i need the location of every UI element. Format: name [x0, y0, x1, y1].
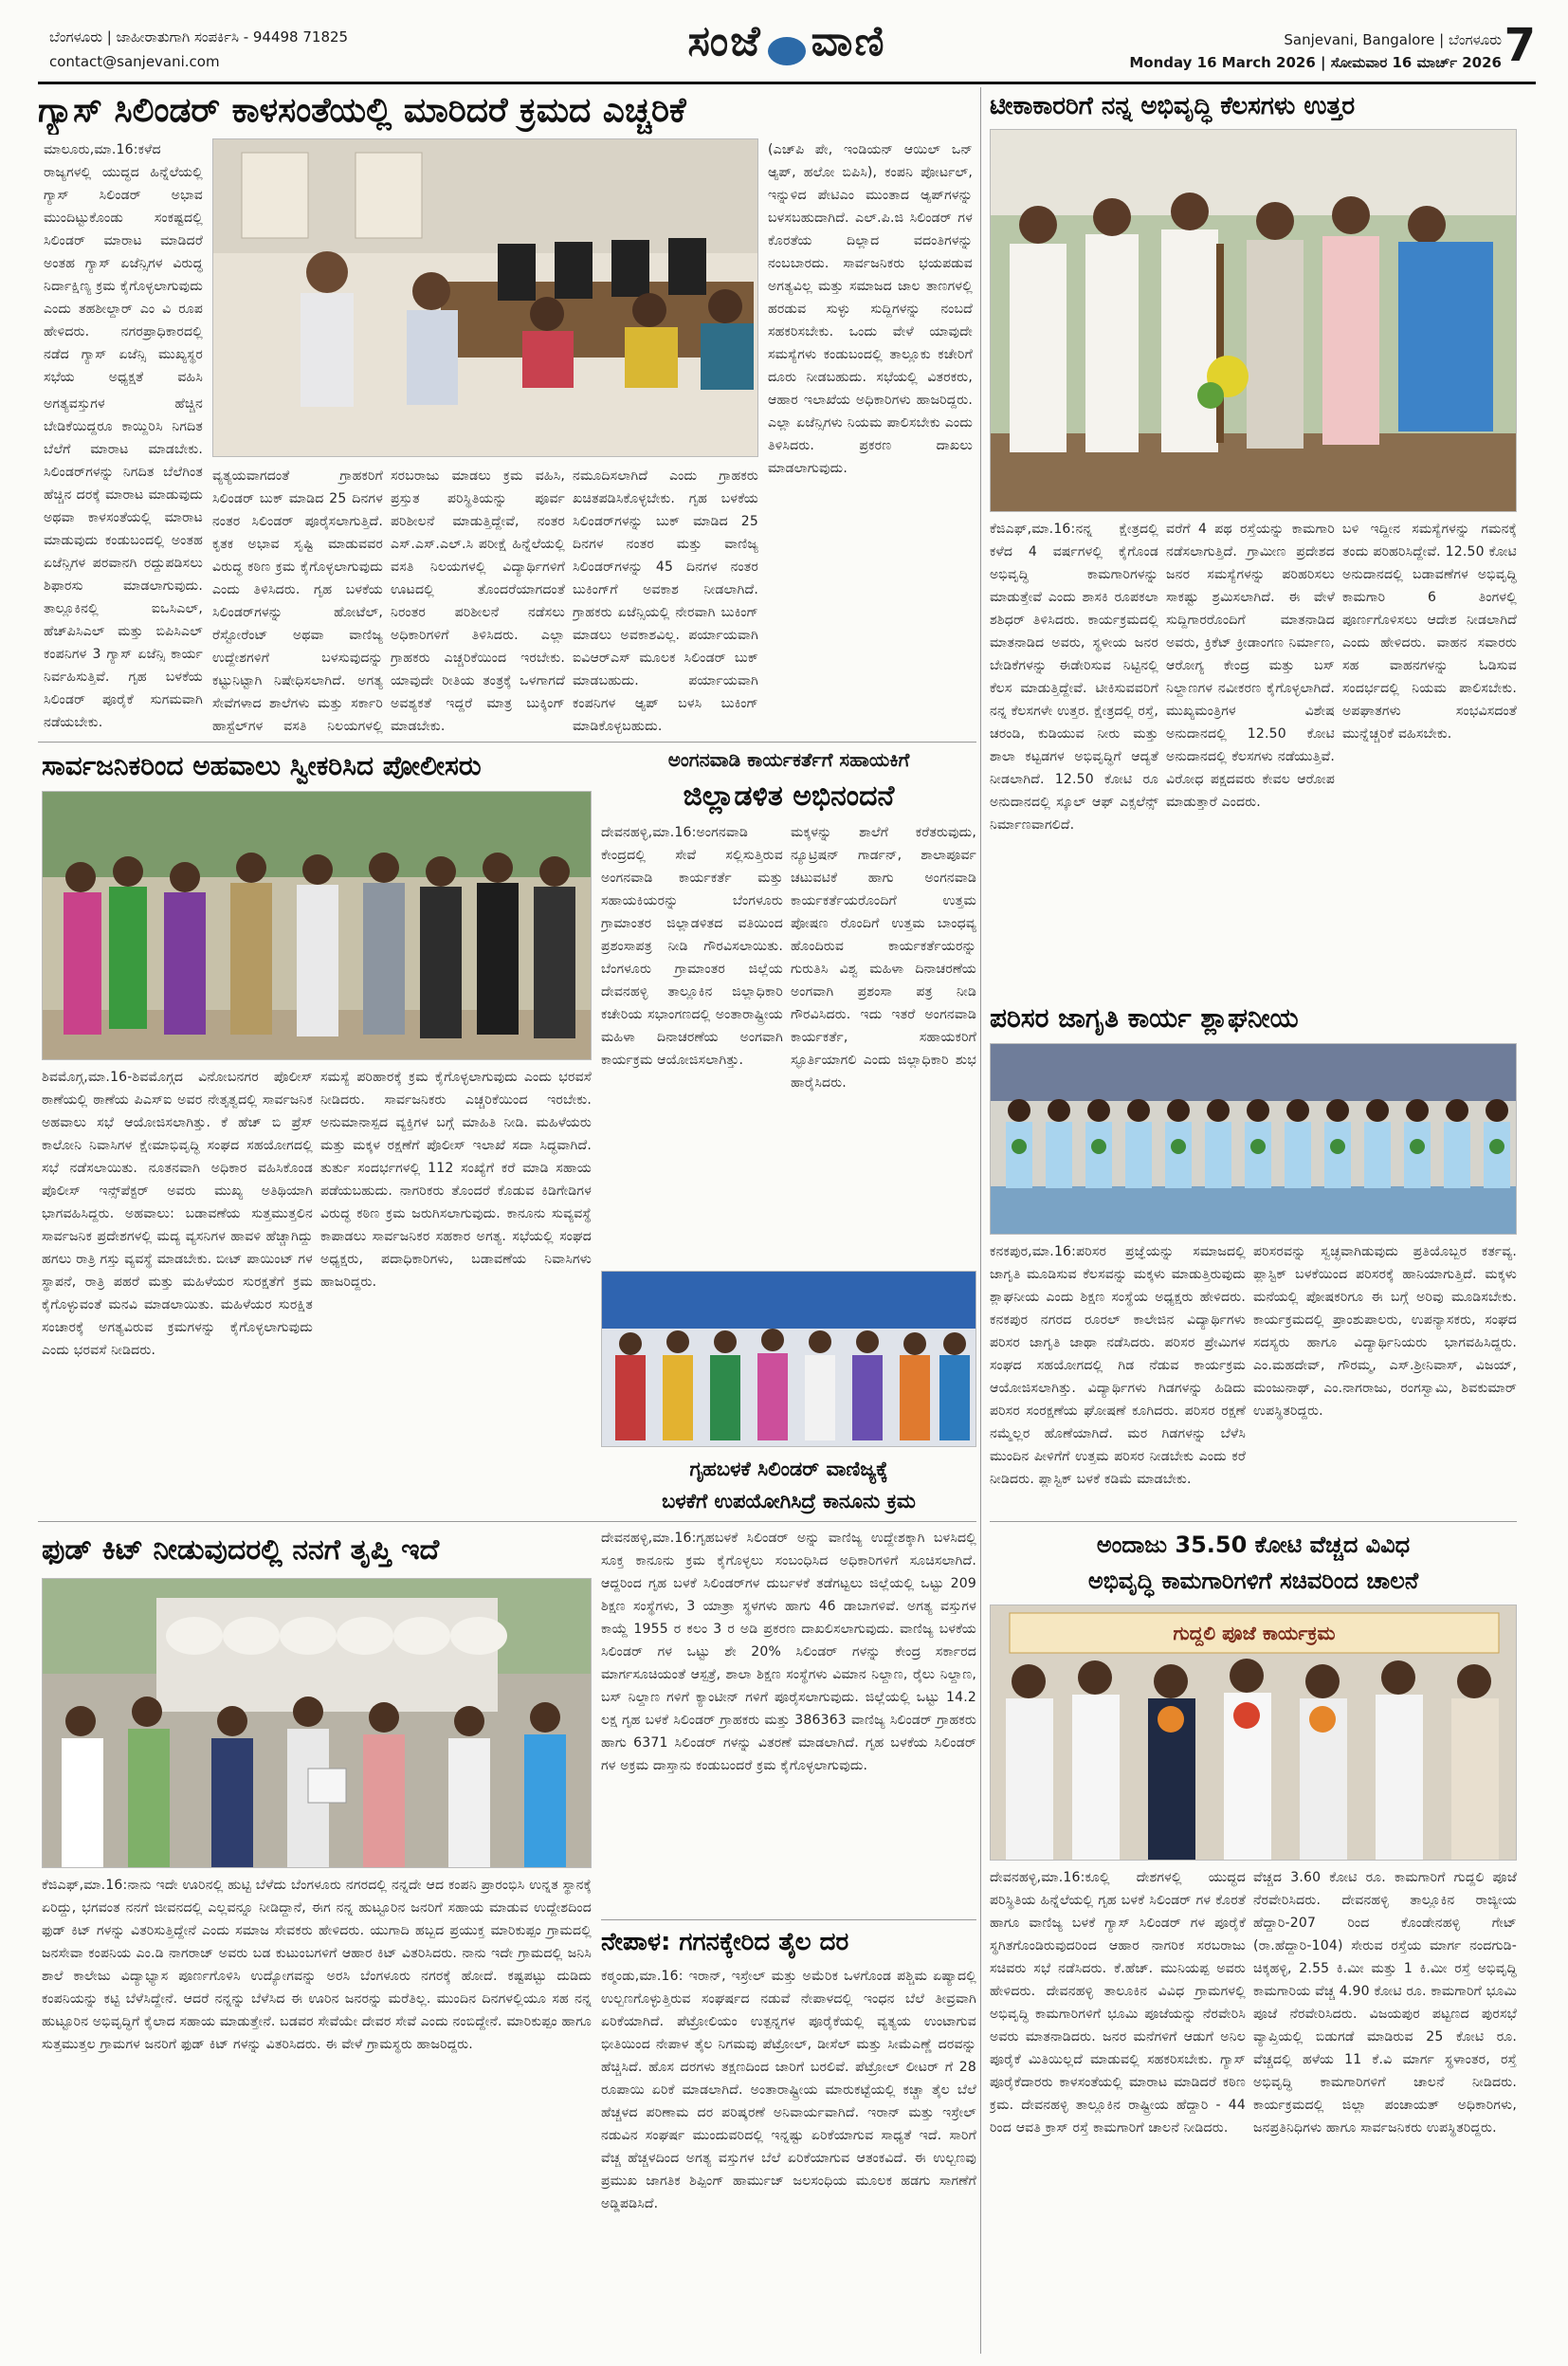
police-headline: ಸಾರ್ವಜನಿಕರಿಂದ ಅಹವಾಲು ಸ್ವೀಕರಿಸಿದ ಪೋಲೀಸರು	[42, 750, 482, 781]
newspaper-logo	[626, 17, 948, 80]
dove-icon	[768, 37, 806, 65]
food-kit-photo-illustration	[43, 1579, 592, 1868]
tika-headline: ಟೀಕಾಕಾರರಿಗೆ ನನ್ನ ಅಭಿವೃದ್ಧಿ ಕೆಲಸಗಳು ಉತ್ತರ	[990, 92, 1356, 120]
gas-col4: ನಮೂದಿಸಲಾಗಿದೆ ಎಂದು ಗ್ರಾಹಕರು ಖಚಿತಪಡಿಸಿಕೊಳ್ಳಬೇಕು. ಗೃಹ ಬಳಕೆಯ ಸಿಲಿಂಡರ್‌ಗಳನ್ನು ಬುಕ್ ಮಾಡಿದ 25 ದಿನಗಳ ನಂತರ ಮತ್ತು ವಾಣಿಜ್ಯ ಸಿಲಿಂಡರ್‌ಗಳನ್ನು 45 ದಿನಗಳ ನಂತರ ಬುಕಿಂಗ್‌ಗೆ ಅವಕಾಶ ನೀಡಲಾಗಿದೆ. ಗ್ರಾಹಕರು ಏಜೆನ್ಸಿಯಲ್ಲಿ ನೇರವಾಗಿ ಬುಕಿಂಗ್ ಮಾಡಲು ಅವಕಾಶವಿಲ್ಲ. ಪರ್ಯಾಯವಾಗಿ ಐವಿಆರ್‌ಎಸ್ ಮೂಲಕ ಸಿಲಿಂಡರ್ ಬುಕ್ ಮಾಡಬಹುದು. ಪರ್ಯಾಯವಾಗಿ ಕಂಪನಿಗಳ ಆ್ಯಪ್ ಬಳಸಿ ಬುಕಿಂಗ್ ಮಾಡಿಕೊಳ್ಳಬಹುದು.	[573, 468, 758, 734]
food-headline: ಫುಡ್ ಕಿಟ್ ನೀಡುವುದರಲ್ಲಿ ನನಗೆ ತೃಪ್ತಿ ಇದೆ	[42, 1533, 440, 1567]
meeting-photo-illustration	[213, 139, 758, 457]
food-body: ಕೆಜಿಎಫ್,ಮಾ.16:ನಾನು ಇದೇ ಊರಿನಲ್ಲಿ ಹುಟ್ಟಿ ಬೆಳೆದು ಬೆಂಗಳೂರು ನಗರದಲ್ಲಿ ನನ್ನದೇ ಆದ ಕಂಪನಿ ಪ್ರಾರಂಭಿಸಿ ಉನ್ನತ ಸ್ಥಾನಕ್ಕೆ ಏರಿದ್ದು, ಭಗವಂತ ನನಗೆ ಜೀವನದಲ್ಲಿ ಎಲ್ಲವನ್ನೂ ನೀಡಿದ್ದಾನೆ, ಈಗ ನನ್ನ ಹುಟ್ಟೂರಿನ ಜನರಿಗೆ ಸಹಾಯ ಮಾಡುವ ಉದ್ದೇಶದಿಂದ ಫುಡ್ ಕಿಟ್ ಗಳನ್ನು ವಿತರಿಸುತ್ತಿದ್ದೇನೆ ಎಂದು ಸಮಾಜ ಸೇವಕರು ಹೇಳಿದರು. ಯುಗಾದಿ ಹಬ್ಬದ ಪ್ರಯುಕ್ತ ಮಾರಿಕುಪ್ಪಂ ಗ್ರಾಮದಲ್ಲಿ ಜನಸೇವಾ ಕಂಪನಿಯ ಎಂ.ಡಿ ನಾಗರಾಜ್ ಅವರು ಬಡ ಕುಟುಂಬಗಳಿಗೆ ಆಹಾರ ಕಿಟ್ ವಿತರಿಸಿದರು. ನಾನು ಇದೇ ಗ್ರಾಮದಲ್ಲಿ ಜನಿಸಿ ಶಾಲೆ ಕಾಲೇಜು ವಿದ್ಯಾಭ್ಯಾಸ ಪೂರ್ಣಗೊಳಿಸಿ ಉದ್ಯೋಗವನ್ನು ಅರಸಿ ಬೆಂಗಳೂರು ನಗರಕ್ಕೆ ಹೋದೆ. ಕಷ್ಟಪಟ್ಟು ದುಡಿದು ಕಂಪನಿಯನ್ನು ಕಟ್ಟಿ ಬೆಳೆಸಿದ್ದೇನೆ. ಆದರೆ ನನ್ನನ್ನು ಬೆಳೆಸಿದ ಈ ಊರಿನ ಜನರನ್ನು ಮರೆತಿಲ್ಲ. ಮುಂದಿನ ದಿನಗಳಲ್ಲಿಯೂ ಸಹ ನನ್ನ ಹುಟ್ಟೂರಿನ ಅಭಿವೃದ್ಧಿಗೆ ಕೈಲಾದ ಸಹಾಯ ಮಾಡುತ್ತೇನೆ. ಬಡವರ ಸೇವೆಯೇ ದೇವರ ಸೇವೆ ಎಂದು ನಂಬಿದ್ದೇನೆ. ಮಾರಿಕುಪ್ಪಂ ಹಾಗೂ ಸುತ್ತಮುತ್ತಲ ಗ್ರಾಮಗಳ ಜನರಿಗೆ ಫುಡ್ ಕಿಟ್ ಗಳನ್ನು ವಿತರಿಸಿದರು. ಈ ವೇಳೆ ಗ್ರಾಮಸ್ಥರು ಹಾಜರಿದ್ದರು.	[42, 1878, 592, 2052]
anganwadi-col2: ಮಕ್ಕಳನ್ನು ಶಾಲೆಗೆ ಕರೆತರುವುದು, ನ್ಯೂಟ್ರಿಷನ್ ಗಾರ್ಡನ್, ಶಾಲಾಪೂರ್ವ ಚಟುವಟಿಕೆ ಹಾಗು ಅಂಗನವಾಡಿ ಕಾರ್ಯಕರ್ತೆಯರೊಂದಿಗೆ ಉತ್ತಮ ಪೋಷಣ ರೊಂದಿಗೆ ಉತ್ತಮ ಬಾಂಧವ್ಯ ಹೊಂದಿರುವ ಕಾರ್ಯಕರ್ತೆಯರನ್ನು ಗುರುತಿಸಿ ವಿಶ್ವ ಮಹಿಳಾ ದಿನಾಚರಣೆಯ ಅಂಗವಾಗಿ ಪ್ರಶಂಸಾ ಪತ್ರ ನೀಡಿ ಗೌರವಿಸಿದರು. ಇದು ಇತರೆ ಅಂಗನವಾಡಿ ಕಾರ್ಯಕರ್ತೆ, ಸಹಾಯಕರಿಗೆ ಸ್ಫೂರ್ತಿಯಾಗಲಿ ಎಂದು ಜಿಲ್ಲಾಧಿಕಾರಿ ಶುಭ ಹಾರೈಸಿದರು.	[791, 825, 976, 1091]
gruha-body: ದೇವನಹಳ್ಳಿ,ಮಾ.16:ಗೃಹಬಳಕೆ ಸಿಲಿಂಡರ್ ಅನ್ನು ವಾಣಿಜ್ಯ ಉದ್ದೇಶಕ್ಕಾಗಿ ಬಳಸಿದಲ್ಲಿ ಸೂಕ್ತ ಕಾನೂನು ಕ್ರಮ ಕೈಗೊಳ್ಳಲು ಸಂಬಂಧಿಸಿದ ಅಧಿಕಾರಿಗಳಿಗೆ ಸೂಚಿಸಲಾಗಿದೆ. ಆದ್ದರಿಂದ ಗೃಹ ಬಳಕೆ ಸಿಲಿಂಡರ್‌ಗಳ ದುರ್ಬಳಕೆ ತಡೆಗಟ್ಟಲು ಜಿಲ್ಲೆಯಲ್ಲಿ ಒಟ್ಟು 209 ಶಿಕ್ಷಣ ಸಂಸ್ಥೆಗಳು, 3 ಯಾತ್ರಾ ಸ್ಥಳಗಳು ಹಾಗು 46 ಡಾಬಾಗಳಿವೆ. ಅಗತ್ಯ ವಸ್ತುಗಳ ಕಾಯ್ದೆ 1955 ರ ಕಲಂ 3 ರ ಅಡಿ ಪ್ರಕರಣ ದಾಖಲಿಸಲಾಗುವುದು. ವಾಣಿಜ್ಯ ಬಳಕೆಯ ಸಿಲಿಂಡರ್ ಗಳ ಒಟ್ಟು ಶೇ 20% ಸಿಲಿಂಡರ್ ಗಳನ್ನು ಕೇಂದ್ರ ಸರ್ಕಾರದ ಮಾರ್ಗಸೂಚಿಯಂತೆ ಆಸ್ಪತ್ರೆ, ಶಾಲಾ ಶಿಕ್ಷಣ ಸಂಸ್ಥೆಗಳು ವಿಮಾನ ನಿಲ್ದಾಣ, ರೈಲು ನಿಲ್ದಾಣ, ಬಸ್ ನಿಲ್ದಾಣ ಗಳಿಗೆ ಕ್ಯಾಂಟೀನ್ ಗಳಿಗೆ ಪೂರೈಸಲಾಗುವುದು. ಜಿಲ್ಲೆಯಲ್ಲಿ ಒಟ್ಟು 14.2 ಲಕ್ಷ ಗೃಹ ಬಳಕೆ ಸಿಲಿಂಡರ್ ಗ್ರಾಹಕರು ಮತ್ತು 386363 ವಾಣಿಜ್ಯ ಸಿಲಿಂಡರ್ ಗ್ರಾಹಕರು ಹಾಗು 6371 ಸಿಲಿಂಡರ್ ಗಳನ್ನು ವಿತರಣೆ ಮಾಡಲಾಗಿದೆ. ಗೃಹ ಬಳಕೆಯ ಸಿಲಿಂಡರ್ ಗಳ ಅಕ್ರಮ ದಾಸ್ತಾನು ಕಂಡುಬಂದರೆ ಕ್ರಮ ಕೈಗೊಳ್ಳಲಾಗುವುದು.	[601, 1531, 976, 1773]
parisara-col1: ಕನಕಪುರ,ಮಾ.16:ಪರಿಸರ ಪ್ರಜ್ಞೆಯನ್ನು ಸಮಾಜದಲ್ಲಿ ಜಾಗೃತಿ ಮೂಡಿಸುವ ಕೆಲಸವನ್ನು ಮಕ್ಕಳು ಮಾಡುತ್ತಿರುವುದು ಶ್ಲಾಘನೀಯ ಎಂದು ಶಿಕ್ಷಣ ಸಂಸ್ಥೆಯ ಅಧ್ಯಕ್ಷರು ಹೇಳಿದರು. ಕನಕಪುರ ನಗರದ ರೂರಲ್ ಕಾಲೇಜಿನ ವಿದ್ಯಾರ್ಥಿಗಳು ಪರಿಸರ ಜಾಗೃತಿ ಜಾಥಾ ನಡೆಸಿದರು. ಪರಿಸರ ಪ್ರೇಮಿಗಳ ಸಂಘದ ಸಹಯೋಗದಲ್ಲಿ ಗಿಡ ನೆಡುವ ಕಾರ್ಯಕ್ರಮ ಆಯೋಜಿಸಲಾಗಿತ್ತು. ವಿದ್ಯಾರ್ಥಿಗಳು ಗಿಡಗಳನ್ನು ಹಿಡಿದು ಪರಿಸರ ಸಂರಕ್ಷಣೆಯ ಘೋಷಣೆ ಕೂಗಿದರು. ಪರಿಸರ ರಕ್ಷಣೆ ನಮ್ಮೆಲ್ಲರ ಹೊಣೆಯಾಗಿದೆ. ಮರ ಗಿಡಗಳನ್ನು ಬೆಳೆಸಿ ಮುಂದಿನ ಪೀಳಿಗೆಗೆ ಉತ್ತಮ ಪರಿಸರ ನೀಡಬೇಕು ಎಂದು ಕರೆ ನೀಡಿದರು. ಪ್ಲಾಸ್ಟಿಕ್ ಬಳಕೆ ಕಡಿಮೆ ಮಾಡಬೇಕು.	[990, 1244, 1246, 1487]
masthead-date: Monday 16 March 2026 | ಸೋಮವಾರ 16 ಮಾರ್ಚ್ 2026	[1129, 54, 1502, 71]
section-rule-4	[990, 1521, 1517, 1522]
tika-col2: ವರೆಗೆ 4 ಪಥ ರಸ್ತೆಯನ್ನು ಕಾಮಗಾರಿ ನಡೆಸಲಾಗುತ್ತಿದೆ. ಗ್ರಾಮೀಣ ಪ್ರದೇಶದ ಜನರ ಸಮಸ್ಯೆಗಳನ್ನು ಪರಿಹರಿಸಲು ಸಾಕಷ್ಟು ಶ್ರಮಿಸಲಾಗಿದೆ. ಈ ವೇಳೆ ಸುದ್ದಿಗಾರರೊಂದಿಗೆ ಮಾತನಾಡಿದ ಅವರು, ಕ್ರಿಕೆಟ್ ಕ್ರೀಡಾಂಗಣ ನಿರ್ಮಾಣ, ಆರೋಗ್ಯ ಕೇಂದ್ರ ಮತ್ತು ಬಸ್ ನಿಲ್ದಾಣಗಳ ನವೀಕರಣ ಕೈಗೊಳ್ಳಲಾಗಿದೆ. ಮುಖ್ಯಮಂತ್ರಿಗಳ ವಿಶೇಷ ಅನುದಾನದಲ್ಲಿ 12.50 ಕೋಟಿ ಅನುದಾನದಲ್ಲಿ ಕೆಲಸಗಳು ನಡೆಯುತ್ತಿವೆ. ವಿರೋಧ ಪಕ್ಷದವರು ಕೇವಲ ಆರೋಪ ಮಾಡುತ್ತಾರೆ ಎಂದರು.	[1166, 522, 1335, 810]
andaju-col2: ವೆಚ್ಚದ 3.60 ಕೋಟಿ ರೂ. ಕಾಮಗಾರಿಗೆ ಗುದ್ದಲಿ ಪೂಜೆ ನೆರವೇರಿಸಿದರು. ದೇವನಹಳ್ಳಿ ತಾಲ್ಲೂಕಿನ ರಾಜ್ಯೀಯ ಹೆದ್ದಾರಿ-207 ರಿಂದ ಕೊಂಡೇನಹಳ್ಳಿ ಗೇಟ್ (ರಾ.ಹೆದ್ದಾರಿ-104) ಸೇರುವ ರಸ್ತೆಯ ಮಾರ್ಗ ನಂದಗುಡಿ-ಚಿಕ್ಕಹಳ್ಳಿ, 2.55 ಕಿ.ಮೀ ಮತ್ತು 1 ಕಿ.ಮೀ ರಸ್ತೆ ಅಭಿವೃದ್ಧಿ ಕಾಮಗಾರಿಯ ವೆಚ್ಚ 4.90 ಕೋಟಿ ರೂ. ಕಾಮಗಾರಿಗೆ ಭೂಮಿ ಪೂಜೆ ನೆರವೇರಿಸಿದರು. ವಿಜಯಪುರ ಪಟ್ಟಣದ ಪುರಸಭೆ ವ್ಯಾಪ್ತಿಯಲ್ಲಿ ಬಿಡುಗಡೆ ಮಾಡಿರುವ 25 ಕೋಟಿ ರೂ. ವೆಚ್ಚದಲ್ಲಿ ಹಳೆಯ 11 ಕೆ.ವಿ ಮಾರ್ಗ ಸ್ಥಳಾಂತರ, ರಸ್ತೆ ಅಭಿವೃದ್ಧಿ ಕಾಮಗಾರಿಗಳಿಗೆ ಚಾಲನೆ ನೀಡಿದರು. ಕಾರ್ಯಕ್ರಮದಲ್ಲಿ ಜಿಲ್ಲಾ ಪಂಚಾಯತ್ ಅಧಿಕಾರಿಗಳು, ಜನಪ್ರತಿನಿಧಿಗಳು ಹಾಗೂ ಸಾರ್ವಜನಿಕರು ಉಪಸ್ಥಿತರಿದ್ದರು.	[1253, 1870, 1517, 2136]
gas-headline: ಗ್ಯಾಸ್ ಸಿಲಿಂಡರ್ ಕಾಳಸಂತೆಯಲ್ಲಿ ಮಾರಿದರೆ ಕ್ರಮದ ಎಚ್ಚರಿಕೆ	[38, 91, 686, 130]
tika-photo	[990, 129, 1517, 512]
gas-col3: ಸರಬರಾಜು ಮಾಡಲು ಕ್ರಮ ವಹಿಸಿ, ಪ್ರಸ್ತುತ ಪರಿಸ್ಥಿತಿಯನ್ನು ಪೂರ್ವ ಪರಿಶೀಲನೆ ಮಾಡುತ್ತಿದ್ದೇವೆ, ನಂತರ ಎಸ್.ಎಸ್.ಎಲ್.ಸಿ ಪರೀಕ್ಷೆ ಹಿನ್ನೆಲೆಯಲ್ಲಿ ವಸತಿ ನಿಲಯಗಳಲ್ಲಿ ವಿದ್ಯಾರ್ಥಿಗಳಿಗೆ ಊಟದಲ್ಲಿ ತೊಂದರೆಯಾಗದಂತೆ ನಿರಂತರ ಪರಿಶೀಲನೆ ನಡೆಸಲು ಅಧಿಕಾರಿಗಳಿಗೆ ತಿಳಿಸಿದರು. ಎಲ್ಲಾ ಗ್ರಾಹಕರು ಎಚ್ಚರಿಕೆಯಿಂದ ಇರಬೇಕು. ಯಾವುದೇ ರೀತಿಯ ತಂತ್ರಕ್ಕೆ ಒಳಗಾಗದೆ ಅವಶ್ಯಕತೆ ಇದ್ದರೆ ಮಾತ್ರ ಬುಕ್ಕಿಂಗ್ ಮಾಡಬೇಕು.	[391, 468, 565, 734]
parisara-col2: ಪರಿಸರವನ್ನು ಸ್ವಚ್ಛವಾಗಿಡುವುದು ಪ್ರತಿಯೊಬ್ಬರ ಕರ್ತವ್ಯ. ಪ್ಲಾಸ್ಟಿಕ್ ಬಳಕೆಯಿಂದ ಪರಿಸರಕ್ಕೆ ಹಾನಿಯಾಗುತ್ತಿದೆ. ಮಕ್ಕಳು ಮನೆಯಲ್ಲಿ ಪೋಷಕರಿಗೂ ಈ ಬಗ್ಗೆ ಅರಿವು ಮೂಡಿಸಬೇಕು. ಕಾರ್ಯಕ್ರಮದಲ್ಲಿ ಪ್ರಾಂಶುಪಾಲರು, ಉಪನ್ಯಾಸಕರು, ಸಂಘದ ಸದಸ್ಯರು ಹಾಗೂ ವಿದ್ಯಾರ್ಥಿನಿಯರು ಭಾಗವಹಿಸಿದ್ದರು. ಎಂ.ಮಹದೇವ್, ಗೌರಮ್ಮ, ಎಸ್.ಶ್ರೀನಿವಾಸ್, ವಿಜಯ್, ಮಂಜುನಾಥ್, ಎಂ.ನಾಗರಾಜು, ರಂಗಸ್ವಾಮಿ, ಶಿವಕುಮಾರ್ ಉಪಸ್ಥಿತರಿದ್ದರು.	[1253, 1244, 1517, 1419]
anganwadi-headline: ಜಿಲ್ಲಾಡಳಿತ ಅಭಿನಂದನೆ	[683, 779, 895, 813]
nepal-body: ಕಠ್ಮಂಡು,ಮಾ.16: ಇರಾನ್, ಇಸ್ರೇಲ್ ಮತ್ತು ಅಮೆರಿಕ ಒಳಗೊಂಡ ಪಶ್ಚಿಮ ಏಷ್ಯಾದಲ್ಲಿ ಉಲ್ಬಣಗೊಳ್ಳುತ್ತಿರುವ ಸಂಘರ್ಷದ ನಡುವೆ ನೇಪಾಳದಲ್ಲಿ ಇಂಧನ ಬೆಲೆ ತೀವ್ರವಾಗಿ ಏರಿಕೆಯಾಗಿದೆ. ಪೆಟ್ರೋಲಿಯಂ ಉತ್ಪನ್ನಗಳ ಪೂರೈಕೆಯಲ್ಲಿ ವ್ಯತ್ಯಯ ಉಂಟಾಗುವ ಭೀತಿಯಿಂದ ನೇಪಾಳ ತೈಲ ನಿಗಮವು ಪೆಟ್ರೋಲ್, ಡೀಸೆಲ್ ಮತ್ತು ಸೀಮೆಎಣ್ಣೆ ದರವನ್ನು ಹೆಚ್ಚಿಸಿದೆ. ಹೊಸ ದರಗಳು ತಕ್ಷಣದಿಂದ ಜಾರಿಗೆ ಬರಲಿವೆ. ಪೆಟ್ರೋಲ್ ಲೀಟರ್ ಗೆ 28 ರೂಪಾಯಿ ಏರಿಕೆ ಮಾಡಲಾಗಿದೆ. ಅಂತಾರಾಷ್ಟ್ರೀಯ ಮಾರುಕಟ್ಟೆಯಲ್ಲಿ ಕಚ್ಚಾ ತೈಲ ಬೆಲೆ ಹೆಚ್ಚಳದ ಪರಿಣಾಮ ದರ ಪರಿಷ್ಕರಣೆ ಅನಿವಾರ್ಯವಾಗಿದೆ. ಇರಾನ್ ಮತ್ತು ಇಸ್ರೇಲ್ ನಡುವಿನ ಸಂಘರ್ಷ ಮುಂದುವರಿದಲ್ಲಿ ಇನ್ನಷ್ಟು ಏರಿಕೆಯಾಗುವ ಸಾಧ್ಯತೆ ಇದೆ. ಸಾರಿಗೆ ವೆಚ್ಚ ಹೆಚ್ಚಳದಿಂದ ಅಗತ್ಯ ವಸ್ತುಗಳ ಬೆಲೆ ಏರಿಕೆಯಾಗುವ ಆತಂಕವಿದೆ. ಈ ಉಲ್ಬಣವು ಪ್ರಮುಖ ಜಾಗತಿಕ ಶಿಪ್ಪಿಂಗ್ ಹಾರ್ಮುಜ್ ಜಲಸಂಧಿಯ ಮೂಲಕ ಹಡಗು ಸಾಗಣೆಗೆ ಅಡ್ಡಿಪಡಿಸಿದೆ.	[601, 1969, 976, 2211]
group-photo-illustration	[43, 792, 592, 1060]
gas-col2: ವ್ಯತ್ಯಯವಾಗದಂತೆ ಗ್ರಾಹಕರಿಗೆ ಸಿಲಿಂಡರ್ ಬುಕ್ ಮಾಡಿದ 25 ದಿನಗಳ ನಂತರ ಸಿಲಿಂಡರ್ ಪೂರೈಸಲಾಗುತ್ತಿದೆ. ಕೃತಕ ಅಭಾವ ಸೃಷ್ಟಿ ಮಾಡುವವರ ವಿರುದ್ಧ ಕಠಿಣ ಕ್ರಮ ಕೈಗೊಳ್ಳಲಾಗುವುದು ಎಂದು ತಿಳಿಸಿದರು. ಗೃಹ ಬಳಕೆಯ ಸಿಲಿಂಡರ್‌ಗಳನ್ನು ಹೋಟೆಲ್, ರೆಸ್ಟೋರೆಂಟ್ ಅಥವಾ ವಾಣಿಜ್ಯ ಉದ್ದೇಶಗಳಿಗೆ ಬಳಸುವುದನ್ನು ಕಟ್ಟುನಿಟ್ಟಾಗಿ ನಿಷೇಧಿಸಲಾಗಿದೆ. ಅಗತ್ಯ ಸೇವೆಗಳಾದ ಶಾಲೆಗಳು ಮತ್ತು ಸರ್ಕಾರಿ ಹಾಸ್ಟೆಲ್‌ಗಳ ವಸತಿ ನಿಲಯಗಳಲ್ಲಿ	[212, 468, 383, 734]
anganwadi-photo	[601, 1271, 976, 1447]
anganwadi-kicker: ಅಂಗನವಾಡಿ ಕಾರ್ಯಕರ್ತೆಗೆ ಸಹಾಯಕಿಗೆ	[667, 748, 910, 771]
andaju-col1: ದೇವನಹಳ್ಳಿ,ಮಾ.16:ಕೂಲ್ಲಿ ದೇಶಗಳಲ್ಲಿ ಯುದ್ಧದ ಪರಿಸ್ಥಿತಿಯ ಹಿನ್ನೆಲೆಯಲ್ಲಿ ಗೃಹ ಬಳಕೆ ಸಿಲಿಂಡರ್ ಗಳ ಕೊರತೆ ಹಾಗೂ ವಾಣಿಜ್ಯ ಬಳಕೆ ಗ್ಯಾಸ್ ಸಿಲಿಂಡರ್ ಗಳ ಪೂರೈಕೆ ಸ್ಥಗಿತಗೊಂಡಿರುವುದರಿಂದ ಆಹಾರ ನಾಗರಿಕ ಸರಬರಾಜು ಸಚಿವರು ಸಭೆ ನಡೆಸಿದರು. ಕೆ.ಹೆಚ್. ಮುನಿಯಪ್ಪ ಅವರು ಹೇಳಿದರು. ದೇವನಹಳ್ಳಿ ತಾಲೂಕಿನ ವಿವಿಧ ಗ್ರಾಮಗಳಲ್ಲಿ ಅಭಿವೃದ್ಧಿ ಕಾಮಗಾರಿಗಳಿಗೆ ಭೂಮಿ ಪೂಜೆಯನ್ನು ನೆರವೇರಿಸಿ ಅವರು ಮಾತನಾಡಿದರು. ಜನರ ಮನೆಗಳಿಗೆ ಆಡುಗೆ ಅನಿಲ ಪೂರೈಕೆ ಮಿತಿಯಿಲ್ಲದೆ ಮಾಡುವಲ್ಲಿ ಸಹಕರಿಸಬೇಕು. ಗ್ಯಾಸ್ ಪೂರೈಕೆದಾರರು ಕಾಳಸಂತೆಯಲ್ಲಿ ಮಾರಾಟ ಮಾಡಿದರೆ ಕಠಿಣ ಕ್ರಮ. ದೇವನಹಳ್ಳಿ ತಾಲ್ಲೂಕಿನ ರಾಷ್ಟ್ರೀಯ ಹೆದ್ದಾರಿ - 44 ರಿಂದ ಆವತಿ ಕ್ರಾಸ್ ರಸ್ತೆ ಕಾಮಗಾರಿಗೆ ಚಾಲನೆ ನೀಡಿದರು.	[990, 1870, 1246, 2136]
gas-col1: ಮಾಲೂರು,ಮಾ.16:ಕಳೆದ ರಾಜ್ಯಗಳಲ್ಲಿ ಯುದ್ಧದ ಹಿನ್ನೆಲೆಯಲ್ಲಿ ಗ್ಯಾಸ್ ಸಿಲಿಂಡರ್ ಅಭಾವ ಮುಂದಿಟ್ಟುಕೊಂಡು ಸಂಕಷ್ಟದಲ್ಲಿ ಸಿಲಿಂಡರ್ ಮಾರಾಟ ಮಾಡಿದರೆ ಅಂತಹ ಗ್ಯಾಸ್ ಏಜೆನ್ಸಿಗಳ ವಿರುದ್ಧ ನಿರ್ದಾಕ್ಷಿಣ್ಯ ಕ್ರಮ ಕೈಗೊಳ್ಳಲಾಗುವುದು ಎಂದು ತಹಶೀಲ್ದಾರ್ ಎಂ ವಿ ರೂಪ ಹೇಳಿದರು. ನಗರಪ್ರಾಧಿಕಾರದಲ್ಲಿ ನಡೆದ ಗ್ಯಾಸ್ ಏಜೆನ್ಸಿ ಮುಖ್ಯಸ್ಥರ ಸಭೆಯ ಅಧ್ಯಕ್ಷತೆ ವಹಿಸಿ	[44, 142, 203, 385]
masthead-contact-line: ಬೆಂಗಳೂರು | ಜಾಹೀರಾತುಗಾಗಿ ಸಂಪರ್ಕಿಸಿ - 94498 71825	[49, 28, 349, 46]
masthead-right	[1129, 28, 1502, 74]
gas-photo	[212, 138, 758, 457]
police-col1: ಶಿವಮೊಗ್ಗ,ಮಾ.16-ಶಿವಮೊಗ್ಗದ ವಿನೋಬನಗರ ಪೊಲೀಸ್ ಠಾಣೆಯಲ್ಲಿ ಠಾಣೆಯ ಪಿಎಸ್ಐ ಅವರ ನೇತೃತ್ವದಲ್ಲಿ ಸಾರ್ವಜನಿಕ ಅಹವಾಲು ಸಭೆ ಆಯೋಜಿಸಲಾಗಿತ್ತು. ಕೆ ಹೆಚ್ ಬಿ ಪ್ರೆಸ್ ಕಾಲೋನಿ ನಿವಾಸಿಗಳ ಕ್ಷೇಮಾಭಿವೃದ್ಧಿ ಸಂಘದ ಸಹಯೋಗದಲ್ಲಿ ಸಭೆ ನಡೆಸಲಾಯಿತು. ನೂತನವಾಗಿ ಅಧಿಕಾರ ವಹಿಸಿಕೊಂಡ ಪೊಲೀಸ್ ಇನ್ಸ್‌ಪೆಕ್ಟರ್ ಅವರು ಮುಖ್ಯ ಅತಿಥಿಯಾಗಿ ಭಾಗವಹಿಸಿದ್ದರು. ಅಹವಾಲು: ಬಡಾವಣೆಯ ಸುತ್ತಮುತ್ತಲಿನ ಸಾರ್ವಜನಿಕ ಪ್ರದೇಶಗಳಲ್ಲಿ ಮದ್ಯ ವ್ಯಸನಿಗಳ ಹಾವಳಿ ಹೆಚ್ಚಾಗಿದ್ದು ಹಗಲು ರಾತ್ರಿ ಗಸ್ತು ವ್ಯವಸ್ಥೆ ಮಾಡಬೇಕು. ಬೀಟ್ ಪಾಯಿಂಟ್ ಗಳ ಸ್ಥಾಪನೆ, ರಾತ್ರಿ ಪಹರೆ ಮತ್ತು ಮಹಿಳೆಯರ ಸುರಕ್ಷತೆಗೆ ಕ್ರಮ ಕೈಗೊಳ್ಳುವಂತೆ ಮನವಿ ಮಾಡಲಾಯಿತು. ಮಹಿಳೆಯರ ಸುರಕ್ಷಿತ ಸಂಚಾರಕ್ಕೆ ಅಗತ್ಯವಿರುವ ಕ್ರಮಗಳನ್ನು ಕೈಗೊಳ್ಳಲಾಗುವುದು ಎಂದು ಭರವಸೆ ನೀಡಿದರು.	[42, 1070, 313, 1358]
anganwadi-col1: ದೇವನಹಳ್ಳಿ,ಮಾ.16:ಅಂಗನವಾಡಿ ಕೇಂದ್ರದಲ್ಲಿ ಸೇವೆ ಸಲ್ಲಿಸುತ್ತಿರುವ ಅಂಗನವಾಡಿ ಕಾರ್ಯಕರ್ತೆ ಮತ್ತು ಸಹಾಯಕಿಯರನ್ನು ಬೆಂಗಳೂರು ಗ್ರಾಮಾಂತರ ಜಿಲ್ಲಾಡಳಿತದ ವತಿಯಿಂದ ಪ್ರಶಂಸಾಪತ್ರ ನೀಡಿ ಗೌರವಿಸಲಾಯಿತು. ಬೆಂಗಳೂರು ಗ್ರಾಮಾಂತರ ಜಿಲ್ಲೆಯ ದೇವನಹಳ್ಳಿ ತಾಲ್ಲೂಕಿನ ಜಿಲ್ಲಾಧಿಕಾರಿ ಕಚೇರಿಯ ಸಭಾಂಗಣದಲ್ಲಿ ಅಂತಾರಾಷ್ಟ್ರೀಯ ಮಹಿಳಾ ದಿನಾಚರಣೆಯ ಅಂಗವಾಗಿ ಕಾರ್ಯಕ್ರಮ ಆಯೋಜಿಸಲಾಗಿತ್ತು.	[601, 825, 783, 1068]
tika-col1: ಕೆಜಿಎಫ್,ಮಾ.16:ನನ್ನ ಕ್ಷೇತ್ರದಲ್ಲಿ ಕಳೆದ 4 ವರ್ಷಗಳಲ್ಲಿ ಕೈಗೊಂಡ ಅಭಿವೃದ್ಧಿ ಕಾಮಗಾರಿಗಳನ್ನು ಮಾಡುತ್ತೇವೆ ಎಂದು ಶಾಸಕಿ ರೂಪಕಲಾ ಶಶಿಧರ್ ತಿಳಿಸಿದರು. ಕಾರ್ಯಕ್ರಮದಲ್ಲಿ ಮಾತನಾಡಿದ ಅವರು, ಸ್ಥಳೀಯ ಜನರ ಬೇಡಿಕೆಗಳನ್ನು ಈಡೇರಿಸುವ ನಿಟ್ಟಿನಲ್ಲಿ ಕೆಲಸ ಮಾಡುತ್ತಿದ್ದೇವೆ. ಟೀಕಿಸುವವರಿಗೆ ನನ್ನ ಕೆಲಸಗಳೇ ಉತ್ತರ. ಕ್ಷೇತ್ರದಲ್ಲಿ ರಸ್ತೆ, ಚರಂಡಿ, ಕುಡಿಯುವ ನೀರು ಮತ್ತು ಶಾಲಾ ಕಟ್ಟಡಗಳ ಅಭಿವೃದ್ಧಿಗೆ ಆದ್ಯತೆ ನೀಡಲಾಗಿದೆ. 12.50 ಕೋಟಿ ರೂ ಅನುದಾನದಲ್ಲಿ ಸ್ಕೂಲ್ ಆಫ್ ಎಕ್ಸಲೆನ್ಸ್ ನಿರ್ಮಾಣವಾಗಲಿದೆ.	[990, 522, 1158, 833]
students-photo-illustration	[991, 1044, 1517, 1235]
section-rule	[38, 742, 976, 743]
tika-col3: ಬಳಿ ಇದ್ದೀನ ಸಮಸ್ಯೆಗಳನ್ನು ಗಮನಕ್ಕೆ ತಂದು ಪರಿಹರಿಸಿದ್ದೇವೆ. 12.50 ಕೋಟಿ ಅನುದಾನದಲ್ಲಿ ಬಡಾವಣೆಗಳ ಅಭಿವೃದ್ಧಿ ಕಾಮಗಾರಿ 6 ತಿಂಗಳಲ್ಲಿ ಪೂರ್ಣಗೊಳಿಸಲು ಆದೇಶ ನೀಡಲಾಗಿದೆ ಎಂದು ಹೇಳಿದರು. ವಾಹನ ಸವಾರರು ಸಹ ವಾಹನಗಳನ್ನು ಓಡಿಸುವ ಸಂದರ್ಭದಲ್ಲಿ ನಿಯಮ ಪಾಲಿಸಬೇಕು. ಅಪಘಾತಗಳು ಸಂಭವಿಸದಂತೆ ಮುನ್ನೆಚ್ಚರಿಕೆ ವಹಿಸಬೇಕು.	[1342, 522, 1517, 742]
column-divider	[980, 87, 981, 2354]
andaju-photo	[990, 1605, 1517, 1861]
section-rule-2	[38, 1521, 976, 1522]
tree-planting-photo-illustration	[991, 130, 1517, 512]
gruha-headline: ಗೃಹಬಳಕೆ ಸಿಲಿಂಡರ್ ವಾಣಿಜ್ಯಕ್ಕೆ	[689, 1458, 888, 1480]
police-col2: ಸಮಸ್ಯೆ ಪರಿಹಾರಕ್ಕೆ ಕ್ರಮ ಕೈಗೊಳ್ಳಲಾಗುವುದು ಎಂದು ಭರವಸೆ ನೀಡಿದರು. ಸಾರ್ವಜನಿಕರು ಎಚ್ಚರಿಕೆಯಿಂದ ಇರಬೇಕು. ಅನುಮಾನಾಸ್ಪದ ವ್ಯಕ್ತಿಗಳ ಬಗ್ಗೆ ಮಾಹಿತಿ ನೀಡಿ. ಮಹಿಳೆಯರು ಮತ್ತು ಮಕ್ಕಳ ರಕ್ಷಣೆಗೆ ಪೊಲೀಸ್ ಇಲಾಖೆ ಸದಾ ಸಿದ್ಧವಾಗಿದೆ. ತುರ್ತು ಸಂದರ್ಭಗಳಲ್ಲಿ 112 ಸಂಖ್ಯೆಗೆ ಕರೆ ಮಾಡಿ ಸಹಾಯ ಪಡೆಯಬಹುದು. ನಾಗರಿಕರು ತೊಂದರೆ ಕೊಡುವ ಕಿಡಿಗೇಡಿಗಳ ವಿರುದ್ಧ ಕಠಿಣ ಕ್ರಮ ಜರುಗಿಸಲಾಗುವುದು. ಕಾನೂನು ಸುವ್ಯವಸ್ಥೆ ಕಾಪಾಡಲು ಸಾರ್ವಜನಿಕರ ಸಹಕಾರ ಅಗತ್ಯ. ಸಭೆಯಲ್ಲಿ ಸಂಘದ ಅಧ್ಯಕ್ಷರು, ಪದಾಧಿಕಾರಿಗಳು, ಬಡಾವಣೆಯ ನಿವಾಸಿಗಳು ಹಾಜರಿದ್ದರು.	[320, 1070, 592, 1290]
logo-text-part2: ವಾಣಿ	[811, 17, 886, 65]
logo-text-part1: ಸಂಜೆ	[687, 17, 762, 65]
police-photo	[42, 791, 592, 1060]
page-number: 7	[1504, 19, 1536, 72]
masthead-email[interactable]: contact@sanjevani.com	[49, 53, 220, 70]
parisara-headline: ಪರಿಸರ ಜಾಗೃತಿ ಕಾರ್ಯ ಶ್ಲಾಘನೀಯ	[990, 1002, 1299, 1034]
gas-col1b: ಅಗತ್ಯವಸ್ತುಗಳ ಹೆಚ್ಚಿನ ಬೇಡಿಕೆಯಿದ್ದರೂ ಕಾಯ್ದಿರಿಸಿ ನಿಗದಿತ ಬೆಲೆಗೆ ಮಾರಾಟ ಮಾಡಬೇಕು. ಸಿಲಿಂಡರ್‌ಗಳನ್ನು ನಿಗದಿತ ಬೆಲೆಗಿಂತ ಹೆಚ್ಚಿನ ದರಕ್ಕೆ ಮಾರಾಟ ಮಾಡುವುದು ಅಥವಾ ಕಾಳಸಂತೆಯಲ್ಲಿ ಮಾರಾಟ ಮಾಡುವುದು ಕಂಡುಬಂದಲ್ಲಿ ಅಂತಹ ಏಜೆನ್ಸಿಗಳ ಪರವಾನಗಿ ರದ್ದುಪಡಿಸಲು ಶಿಫಾರಸು ಮಾಡಲಾಗುವುದು. ತಾಲ್ಲೂಕಿನಲ್ಲಿ ಐಒಸಿಎಲ್, ಹೆಚ್‌ಪಿಸಿಎಲ್ ಮತ್ತು ಬಿಪಿಸಿಎಲ್ ಕಂಪನಿಗಳ 3 ಗ್ಯಾಸ್ ಏಜೆನ್ಸಿ ಕಾರ್ಯ ನಿರ್ವಹಿಸುತ್ತಿವೆ. ಗೃಹ ಬಳಕೆಯ ಸಿಲಿಂಡರ್ ಪೂರೈಕೆ ಸುಗಮವಾಗಿ ನಡೆಯಬೇಕು.	[44, 396, 203, 730]
award-photo-illustration	[602, 1272, 976, 1447]
masthead-rule	[38, 82, 1536, 84]
parisara-photo	[990, 1043, 1517, 1235]
andaju-headline-line2: ಅಭಿವೃದ್ಧಿ ಕಾಮಗಾರಿಗಳಿಗೆ ಸಚಿವರಿಂದ ಚಾಲನೆ	[1087, 1568, 1419, 1594]
food-photo	[42, 1578, 592, 1868]
andaju-headline: ಅಂದಾಜು 35.50 ಕೋಟಿ ವೆಚ್ಚದ ವಿವಿಧ	[1096, 1531, 1411, 1558]
masthead-left	[49, 25, 348, 74]
gruha-headline-line2: ಬಳಕೆಗೆ ಉಪಯೋಗಿಸಿದ್ರೆ ಕಾನೂನು ಕ್ರಮ	[662, 1490, 916, 1513]
inauguration-photo-illustration	[991, 1605, 1517, 1861]
section-rule-3	[601, 1919, 976, 1920]
masthead-edition: Sanjevani, Bangalore | ಬೆಂಗಳೂರು	[1284, 31, 1502, 48]
nepal-headline: ನೇಪಾಳ: ಗಗನಕ್ಕೇರಿದ ತೈಲ ದರ	[601, 1928, 849, 1956]
gas-col5: (ಎಚ್‌ಪಿ ಪೇ, ಇಂಡಿಯನ್ ಆಯಿಲ್ ಒನ್ ಆ್ಯಪ್, ಹಲೋ ಬಿಪಿಸಿ), ಕಂಪನಿ ಪೋರ್ಟಲ್, ಇನ್ನುಳಿದ ಪೇಟಿಎಂ ಮುಂತಾದ ಆ್ಯಪ್‌ಗಳನ್ನು ಬಳಸಬಹುದಾಗಿದೆ. ಎಲ್.ಪಿ.ಜಿ ಸಿಲಿಂಡರ್ ಗಳ ಕೊರತೆಯ ದಿಲ್ಲಾದ ವದಂತಿಗಳನ್ನು ನಂಬಬಾರದು. ಸಾರ್ವಜನಿಕರು ಭಯಪಡುವ ಅಗತ್ಯವಿಲ್ಲ ಮತ್ತು ಸಮಾಜದ ಜಾಲ ತಾಣಗಳಲ್ಲಿ ಹರಡುವ ಸುಳ್ಳು ಸುದ್ದಿಗಳನ್ನು ನಂಬದೆ ಸಹಕರಿಸಬೇಕು. ಒಂದು ವೇಳೆ ಯಾವುದೇ ಸಮಸ್ಯೆಗಳು ಕಂಡುಬಂದಲ್ಲಿ ತಾಲ್ಲೂಕು ಕಚೇರಿಗೆ ದೂರು ನೀಡಬಹುದು. ಸಭೆಯಲ್ಲಿ ವಿತರಕರು, ಆಹಾರ ಇಲಾಖೆಯ ಅಧಿಕಾರಿಗಳು ಹಾಜರಿದ್ದರು. ಎಲ್ಲಾ ಏಜೆನ್ಸಿಗಳು ನಿಯಮ ಪಾಲಿಸಬೇಕು ಎಂದು ತಿಳಿಸಿದರು. ಪ್ರಕರಣ ದಾಖಲು ಮಾಡಲಾಗುವುದು.	[768, 142, 973, 476]
andaju-photo-banner: ಗುದ್ದಲಿ ಪೂಜೆ ಕಾರ್ಯಕ್ರಮ	[1173, 1622, 1336, 1644]
